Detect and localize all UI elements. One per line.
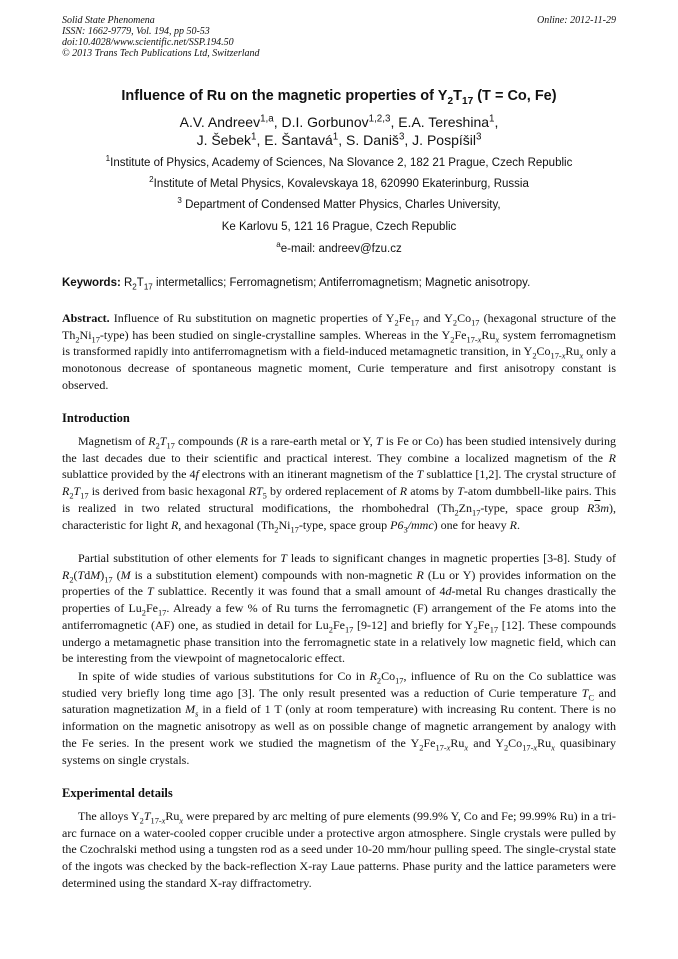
intro-paragraph-3: In spite of wide studies of various substitutions for Co in $R_2Co_{17}$, influence of Ru on the Co sublattice was studied very briefly long time ago [3]. The only result presented was a reduction of Curie temperature $T_C$ and saturation magnetization $M_s$ in a field of 1 T (only at room temperature) with increasing Ru content. There is no information on the magnetic anisotropy as well as on possible change of magnetic arrangement by analogy with the Fe series. In the present work we studied the magnetism of the $Y_2Fe_{17-x}Ru_x$ and $Y_2Co_{17-x}Ru_x$ quasibinary systems on single crystals. — [62, 669, 617, 767]
section-experimental-heading: Experimental details — [62, 786, 173, 800]
journal-doi[interactable]: doi:10.4028/www.scientific.net/SSP.194.50 — [62, 37, 234, 48]
abstract: Abstract. Influence of Ru substitution on magnetic properties of $Y_2Fe_{17}$ and $Y_2Co_{17}$ (hexagonal structure of the $Th_2Ni_{17}-type$) has been studied on single-crystalline samples. Whereas in the $Y_2Fe_{17-x}Ru_x$ system ferromagnetism is transformed rapidly into antiferromagnetism with a field-induced metamagnetic transition, in $Y_2Co_{17-x}Ru_x$ only a monotonous decrease of spontaneous magnetic moment, Curie temperature and first anisotropy constant is observed. — [62, 311, 617, 392]
intro-paragraph-2: Partial substitution of other elements for T leads to significant changes in magnetic properties [3-8]. Study of $R_2(TdM)_{17}$ (M is a substitution element) compounds with non-magnetic R (Lu or Y) provides information on the properties of the T sublattice. Recently it was found that a small amount of 4d-metal Ru changes drastically the properties of $Lu_2Fe_{17}$. Already a few % of Ru turns the ferromagnetic (F) arrangement of the Fe atoms into the antiferromagnetic (AF) one, as studied in detail for $Lu_2Fe_{17}$ [9-12] and briefly for $Y_2Fe_{17}$ [12]. These compounds undergo a metamagnetic phase transition into the ferromagnetic state in a relatively low magnetic field, which can be interesting from the viewpoint of magnetocaloric effect. — [62, 551, 617, 666]
journal-copyright: © 2013 Trans Tech Publications Ltd, Switzerland — [62, 48, 260, 59]
affiliation-2: $^2$Institute of Metal Physics, Kovalevskaya 18, 620990 Ekaterinburg, Russia — [149, 175, 529, 190]
experimental-paragraph-1: The alloys $Y_2T_{17-x}Ru_x$ were prepared by arc melting of pure elements (99.9% Y, Co and Fe; 99.99% Ru) in a tri-arc furnace on a water-cooled copper crucible under a protective argon atmosphere. Single crystals were pulled by the Czochralski method using a tungsten rod as a seed under 10-20 mm/hour pulling speed. The single-crystal state of the ingots was checked by the back-reflection X-ray Laue patterns. Phase purity and the lattice parameters were determined using the standard X-ray diffractometry. — [62, 809, 616, 890]
contact-email[interactable]: $^a$e-mail: andreev@fzu.cz — [276, 240, 402, 255]
affiliation-1: $^1$Institute of Physics, Academy of Sciences, Na Slovance 2, 182 21 Prague, Czech Republic — [105, 154, 573, 169]
paper-title: Influence of Ru on the magnetic properties of $Y_2T_{17}$ (T = Co, Fe) — [121, 88, 557, 107]
author-list: A.V. Andreev$^{1,a}$, D.I. Gorbunov$^{1,2,3}$, E.A. Tereshina$^1$, J. Šebek$^1$, E. Šantavá$^1$, S. Daniš$^3$, J. Pospíšil$^3$ — [179, 113, 499, 148]
intro-paragraph-1: Magnetism of $R_2T_{17}$ compounds (R is a rare-earth metal or Y, T is Fe or Co) has been studied intensively during the last decades due to their scientific and practical interest. They combine a localized magnetism of the R sublattice provided by the 4f electrons with an itinerant magnetism of the T sublattice [1,2]. The crystal structure of $R_2T_{17}$ is derived from basic hexagonal $RT_5$ by ordered replacement of R atoms by T-atom dumbbell-like pairs. This is realized in two related structural modifications, the rhombohedral ($Th_2Zn_{17}$-type, space group R3m), characteristic for light R, and hexagonal ($Th_2Ni_{17}$-type, space group $P6_3/mmc$) one for heavy R. — [62, 434, 617, 534]
journal-header — [62, 15, 616, 59]
section-introduction-heading: Introduction — [62, 411, 130, 425]
journal-issn: ISSN: 1662-9779, Vol. 194, pp 50-53 — [62, 26, 210, 37]
affiliation-3: $^3$ Department of Condensed Matter Physics, Charles University, — [177, 196, 501, 211]
journal-name: Solid State Phenomena — [62, 15, 155, 26]
keywords: Keywords: $R_2T_{17}$ intermetallics; Ferromagnetism; Antiferromagnetism; Magnetic anisotropy. — [62, 277, 531, 292]
online-date: Online: 2012-11-29 — [537, 15, 616, 26]
affiliation-3-address: Ke Karlovu 5, 121 16 Prague, Czech Republic — [221, 221, 457, 233]
